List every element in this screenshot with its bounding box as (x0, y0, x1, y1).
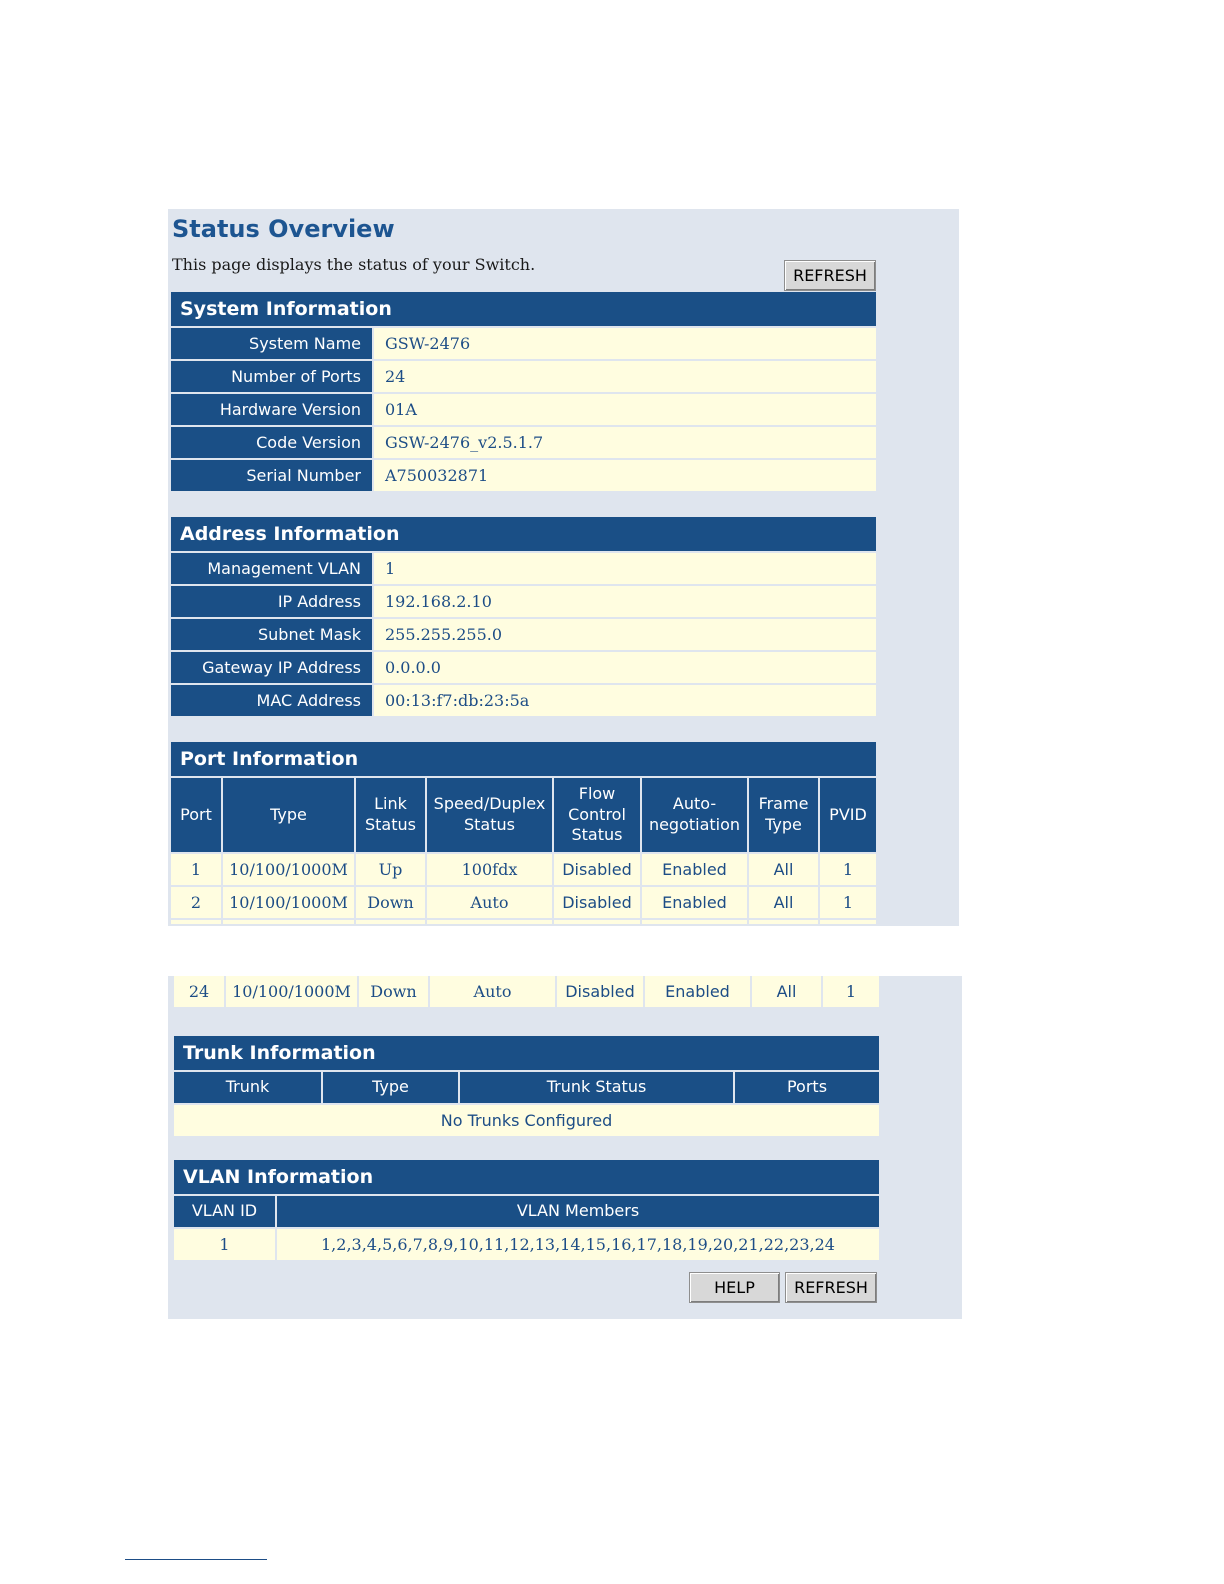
port-info-table-continued (172, 974, 881, 1009)
code-version-value: GSW-2476_v2.5.1.7 (374, 427, 876, 458)
table-row (171, 652, 876, 683)
address-info-heading: Address Information (171, 517, 876, 551)
table-row (171, 586, 876, 617)
port-frame-type: All (749, 854, 818, 885)
col-header-speed-duplex: Speed/Duplex Status (427, 778, 552, 852)
port-auto-negotiation: Enabled (642, 887, 747, 918)
gateway-ip-label: Gateway IP Address (171, 652, 372, 683)
trunk-info-table (172, 1034, 881, 1138)
port-type: 10/100/1000M (223, 887, 354, 918)
col-header-vlan-members: VLAN Members (277, 1196, 879, 1227)
serial-number-label: Serial Number (171, 460, 372, 491)
number-of-ports-value: 24 (374, 361, 876, 392)
col-header-link-status: Link Status (356, 778, 425, 852)
system-name-value: GSW-2476 (374, 328, 876, 359)
table-row (174, 976, 879, 1007)
ip-address-label: IP Address (171, 586, 372, 617)
port-link-status: Down (359, 976, 428, 1007)
status-panel-bottom (168, 976, 962, 1319)
col-header-trunk-ports: Ports (735, 1072, 879, 1103)
col-header-pvid: PVID (820, 778, 876, 852)
col-header-trunk-type: Type (323, 1072, 458, 1103)
port-header-row (171, 778, 876, 852)
col-header-frame-type: Frame Type (749, 778, 818, 852)
port-number: 2 (171, 887, 221, 918)
port-link-status: Down (356, 887, 425, 918)
gateway-ip-value: 0.0.0.0 (374, 652, 876, 683)
port-pvid: 1 (820, 887, 876, 918)
hardware-version-value: 01A (374, 394, 876, 425)
subnet-mask-label: Subnet Mask (171, 619, 372, 650)
address-info-table (169, 515, 878, 718)
vlan-header-row (174, 1196, 879, 1227)
system-name-label: System Name (171, 328, 372, 359)
vlan-id: 1 (174, 1229, 275, 1260)
port-pvid: 1 (823, 976, 879, 1007)
help-button[interactable]: HELP (689, 1272, 780, 1303)
col-header-vlan-id: VLAN ID (174, 1196, 275, 1227)
col-header-type: Type (223, 778, 354, 852)
management-vlan-value: 1 (374, 553, 876, 584)
col-header-trunk-status: Trunk Status (460, 1072, 733, 1103)
table-row (171, 619, 876, 650)
table-row (171, 553, 876, 584)
table-row (171, 361, 876, 392)
port-speed-duplex: Auto (430, 976, 555, 1007)
ip-address-value: 192.168.2.10 (374, 586, 876, 617)
port-flow-control: Disabled (557, 976, 643, 1007)
code-version-label: Code Version (171, 427, 372, 458)
table-row (171, 887, 876, 918)
subnet-mask-value: 255.255.255.0 (374, 619, 876, 650)
col-header-flow-control: Flow Control Status (554, 778, 640, 852)
port-type: 10/100/1000M (226, 976, 357, 1007)
mac-address-value: 00:13:f7:db:23:5a (374, 685, 876, 716)
col-header-port: Port (171, 778, 221, 852)
table-row-truncated (171, 920, 876, 924)
port-type: 10/100/1000M (223, 854, 354, 885)
port-flow-control: Disabled (554, 887, 640, 918)
port-number: 24 (174, 976, 224, 1007)
port-number: 1 (171, 854, 221, 885)
port-link-status: Up (356, 854, 425, 885)
refresh-button-top[interactable]: REFRESH (784, 260, 876, 291)
system-info-heading: System Information (171, 292, 876, 326)
status-panel-top (168, 209, 959, 926)
col-header-trunk: Trunk (174, 1072, 321, 1103)
table-row (171, 854, 876, 885)
trunk-info-heading: Trunk Information (174, 1036, 879, 1070)
port-pvid: 1 (820, 854, 876, 885)
refresh-button-bottom[interactable]: REFRESH (785, 1272, 877, 1303)
mac-address-label: MAC Address (171, 685, 372, 716)
port-flow-control: Disabled (554, 854, 640, 885)
table-row (171, 328, 876, 359)
table-row (171, 427, 876, 458)
port-info-table (169, 740, 878, 926)
no-trunks-message: No Trunks Configured (174, 1105, 879, 1136)
port-auto-negotiation: Enabled (645, 976, 750, 1007)
vlan-info-heading: VLAN Information (174, 1160, 879, 1194)
port-auto-negotiation: Enabled (642, 854, 747, 885)
table-row (174, 1229, 879, 1260)
vlan-members: 1,2,3,4,5,6,7,8,9,10,11,12,13,14,15,16,17,18,19,20,21,22,23,24 (277, 1229, 879, 1260)
table-row (171, 685, 876, 716)
col-header-auto-negotiation: Auto- negotiation (642, 778, 747, 852)
page-description: This page displays the status of your Switch. (172, 255, 536, 274)
footnote-divider (125, 1559, 267, 1560)
port-speed-duplex: 100fdx (427, 854, 552, 885)
management-vlan-label: Management VLAN (171, 553, 372, 584)
number-of-ports-label: Number of Ports (171, 361, 372, 392)
table-row (174, 1105, 879, 1136)
page-title: Status Overview (172, 215, 395, 243)
trunk-header-row (174, 1072, 879, 1103)
hardware-version-label: Hardware Version (171, 394, 372, 425)
table-row (171, 460, 876, 491)
port-info-heading: Port Information (171, 742, 876, 776)
table-row (171, 394, 876, 425)
port-speed-duplex: Auto (427, 887, 552, 918)
port-frame-type: All (752, 976, 821, 1007)
serial-number-value: A750032871 (374, 460, 876, 491)
system-info-table (169, 290, 878, 493)
port-frame-type: All (749, 887, 818, 918)
vlan-info-table (172, 1158, 881, 1262)
